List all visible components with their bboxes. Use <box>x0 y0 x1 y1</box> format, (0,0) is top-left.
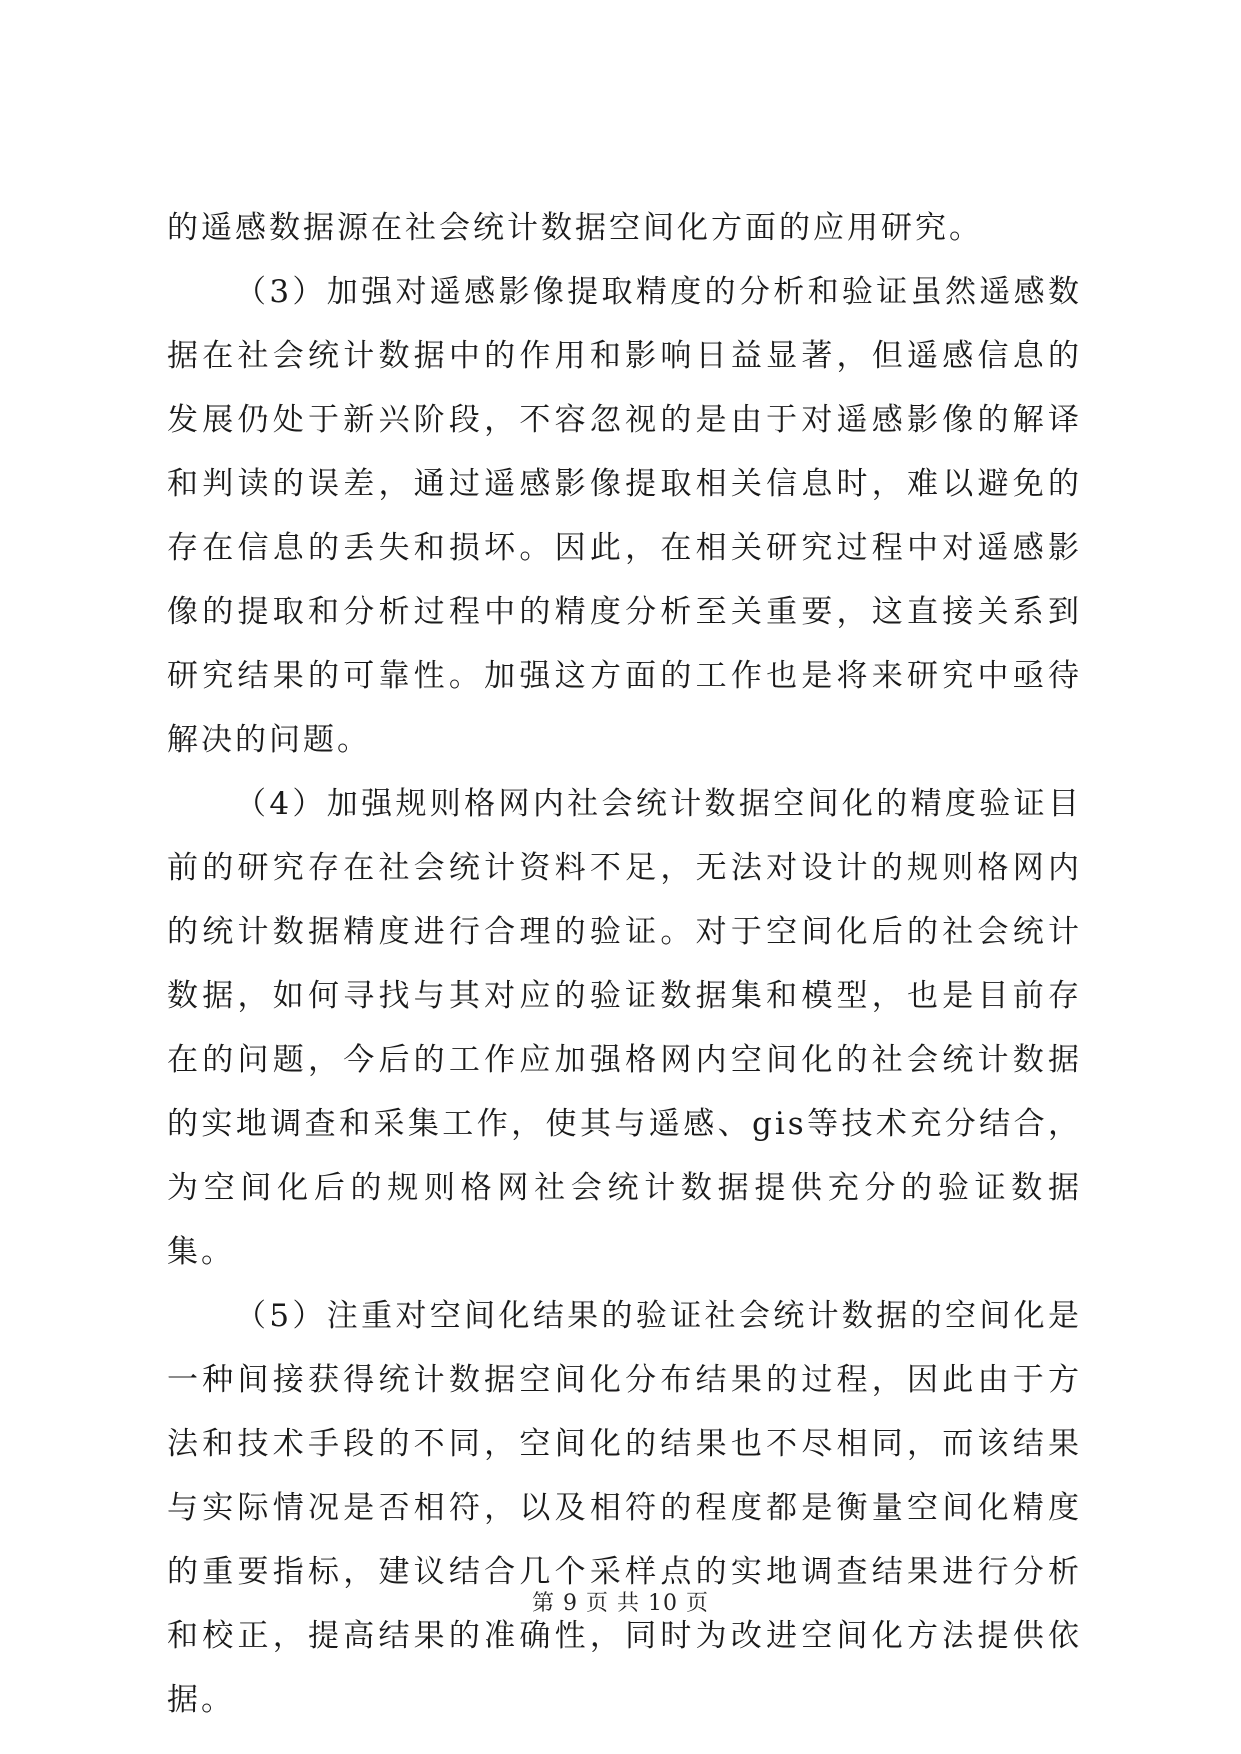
paragraph-4: （4）加强规则格网内社会统计数据空间化的精度验证目前的研究存在社会统计资料不足，无法对设计的规则格网内的统计数据精度进行合理的验证。对于空间化后的社会统计数据，如何寻找与其对应的验证数据集和模型，也是目前存在的问题，今后的工作应加强格网内空间化的社会统计数据的实地调查和采集工作，使其与遥感、gis等技术充分结合，为空间化后的规则格网社会统计数据提供充分的验证数据集。 <box>167 786 1082 1270</box>
paragraph-continuation: 的遥感数据源在社会统计数据空间化方面的应用研究。 <box>167 210 983 246</box>
page-number-footer: 第 9 页 共 10 页 <box>532 1591 709 1616</box>
paragraph-3: （3）加强对遥感影像提取精度的分析和验证虽然遥感数据在社会统计数据中的作用和影响日益显著，但遥感信息的发展仍处于新兴阶段，不容忽视的是由于对遥感影像的解译和判读的误差，通过遥感影像提取相关信息时，难以避免的存在信息的丢失和损坏。因此，在相关研究过程中对遥感影像的提取和分析过程中的精度分析至关重要，这直接关系到研究结果的可靠性。加强这方面的工作也是将来研究中亟待解决的问题。 <box>167 274 1082 758</box>
paragraph-5: （5）注重对空间化结果的验证社会统计数据的空间化是一种间接获得统计数据空间化分布结果的过程，因此由于方法和技术手段的不同，空间化的结果也不尽相同，而该结果与实际情况是否相符，以及相符的程度都是衡量空间化精度的重要指标，建议结合几个采样点的实地调查结果进行分析和校正，提高结果的准确性，同时为改进空间化方法提供依据。 <box>167 1298 1082 1718</box>
body-text <box>167 196 1082 1732</box>
